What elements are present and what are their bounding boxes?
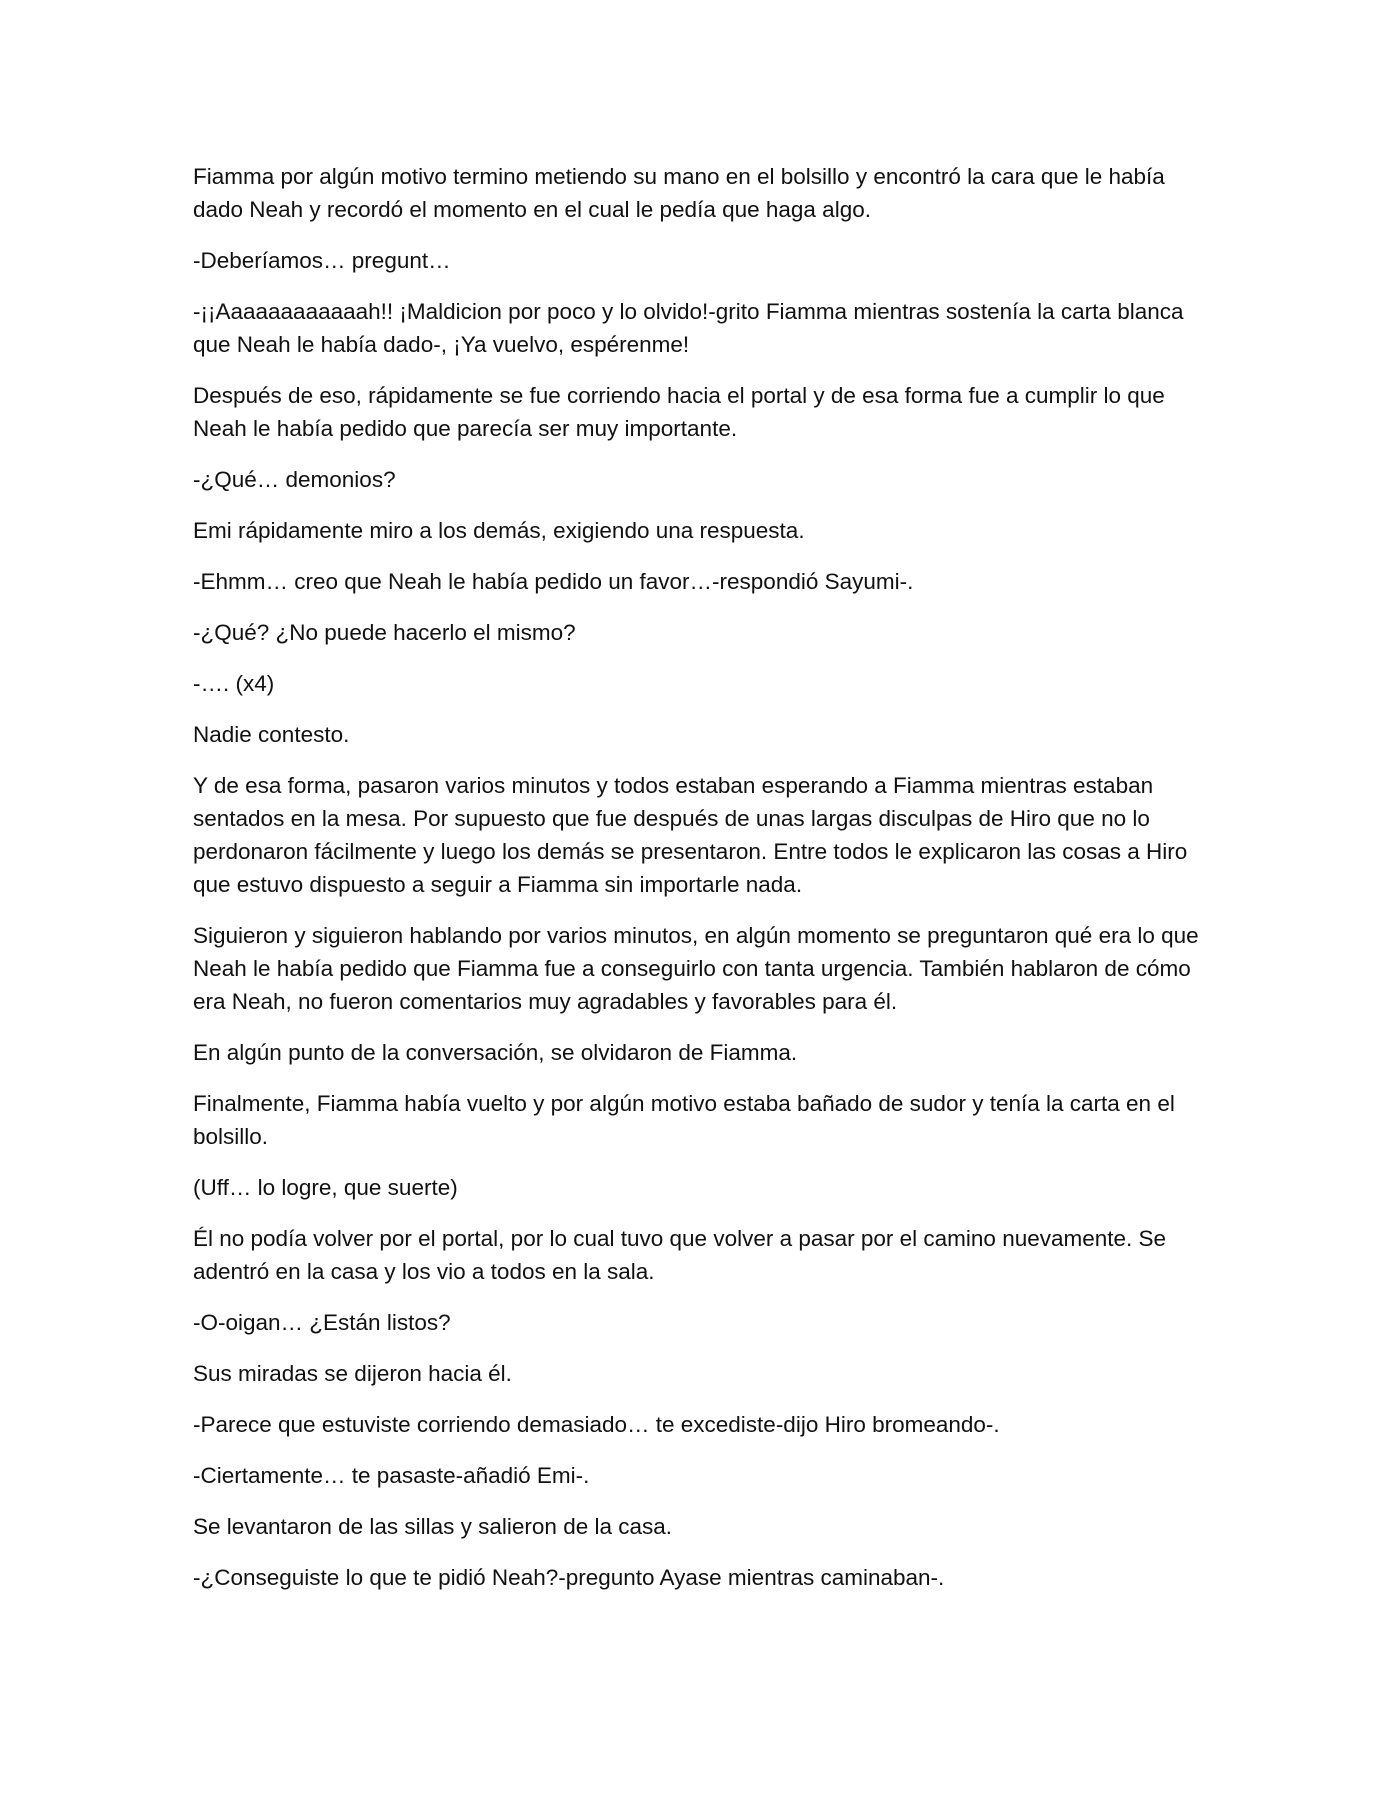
paragraph: -Ehmm… creo que Neah le había pedido un favor…-respondió Sayumi-. bbox=[193, 569, 914, 594]
paragraph: Sus miradas se dijeron hacia él. bbox=[193, 1361, 512, 1386]
paragraph: Se levantaron de las sillas y salieron de la casa. bbox=[193, 1514, 673, 1539]
paragraph: -¿Qué… demonios? bbox=[193, 467, 396, 492]
paragraph: Fiamma por algún motivo termino metiendo su mano en el bolsillo y encontró la cara que le había dado Neah y recordó el momento en el cual le pedía que haga algo. bbox=[193, 164, 1165, 222]
paragraph: Finalmente, Fiamma había vuelto y por algún motivo estaba bañado de sudor y tenía la carta en el bolsillo. bbox=[193, 1091, 1175, 1149]
paragraph: Después de eso, rápidamente se fue corriendo hacia el portal y de esa forma fue a cumplir lo que Neah le había pedido que parecía ser muy importante. bbox=[193, 383, 1165, 441]
paragraph: -¿Qué? ¿No puede hacerlo el mismo? bbox=[193, 620, 576, 645]
paragraph: (Uff… lo logre, que suerte) bbox=[193, 1175, 458, 1200]
paragraph: -¿Conseguiste lo que te pidió Neah?-pregunto Ayase mientras caminaban-. bbox=[193, 1565, 945, 1590]
paragraph: -Deberíamos… pregunt… bbox=[193, 248, 451, 273]
document-body bbox=[193, 160, 1208, 1612]
paragraph: Nadie contesto. bbox=[193, 722, 350, 747]
paragraph: -O-oigan… ¿Están listos? bbox=[193, 1310, 451, 1335]
paragraph: -¡¡Aaaaaaaaaaaah!! ¡Maldicion por poco y lo olvido!-grito Fiamma mientras sostenía la carta blanca que Neah le había dado-, ¡Ya vuelvo, espérenme! bbox=[193, 299, 1184, 357]
paragraph: Emi rápidamente miro a los demás, exigiendo una respuesta. bbox=[193, 518, 805, 543]
paragraph: Siguieron y siguieron hablando por varios minutos, en algún momento se preguntaron qué era lo que Neah le había pedido que Fiamma fue a conseguirlo con tanta urgencia. También hablaron de cómo era Neah, no fueron comentarios muy agradables y favorables para él. bbox=[193, 923, 1199, 1014]
paragraph: -…. (x4) bbox=[193, 671, 275, 696]
paragraph: -Ciertamente… te pasaste-añadió Emi-. bbox=[193, 1463, 590, 1488]
paragraph: Y de esa forma, pasaron varios minutos y todos estaban esperando a Fiamma mientras estaban sentados en la mesa. Por supuesto que fue después de unas largas disculpas de Hiro que no lo perdonaron fácilmente y luego los demás se presentaron. Entre todos le explicaron las cosas a Hiro que estuvo dispuesto a seguir a Fiamma sin importarle nada. bbox=[193, 773, 1188, 897]
paragraph: Él no podía volver por el portal, por lo cual tuvo que volver a pasar por el camino nuevamente. Se adentró en la casa y los vio a todos en la sala. bbox=[193, 1226, 1167, 1284]
paragraph: -Parece que estuviste corriendo demasiado… te excediste-dijo Hiro bromeando-. bbox=[193, 1412, 1000, 1437]
paragraph: En algún punto de la conversación, se olvidaron de Fiamma. bbox=[193, 1040, 798, 1065]
